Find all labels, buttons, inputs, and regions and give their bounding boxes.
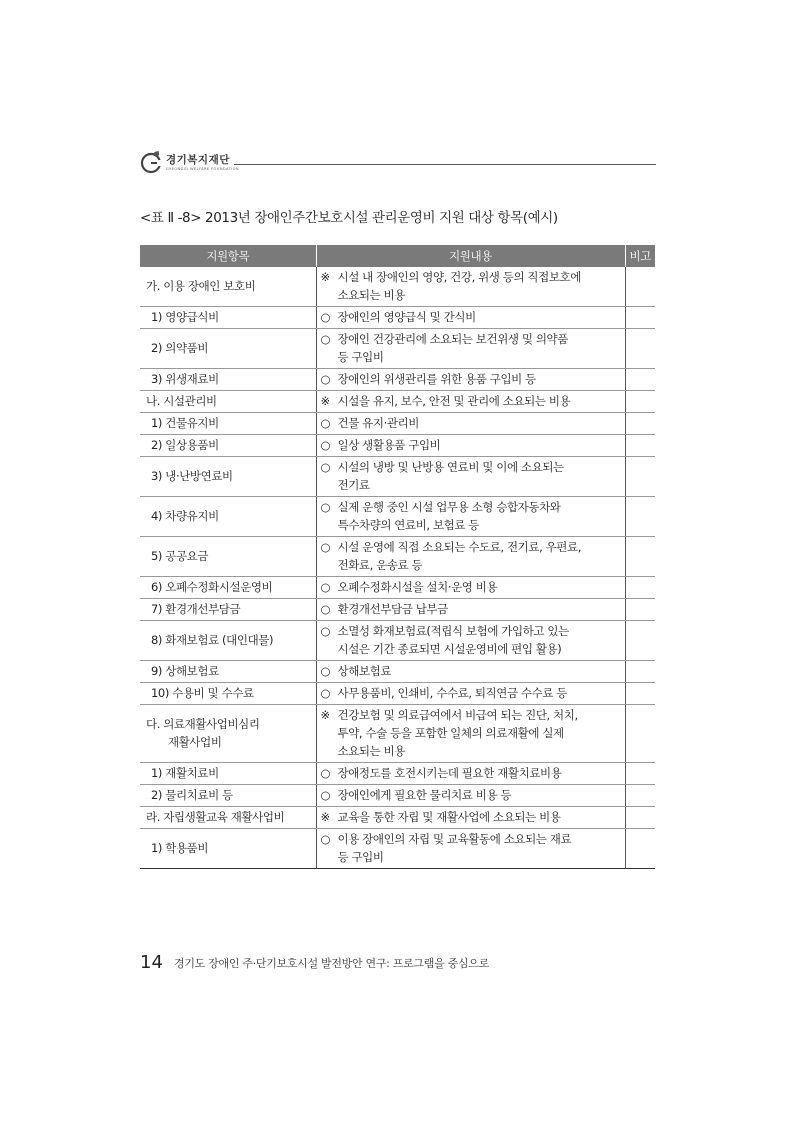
support-content-cell (316, 683, 625, 705)
support-item-label: 8) 화재보험료 (대인대물) (151, 633, 274, 647)
support-item-label-continued: 재활사업비 (168, 735, 222, 749)
remarks-cell (625, 391, 655, 413)
running-header (140, 148, 656, 178)
support-item-cell (140, 497, 316, 537)
header-rule (234, 164, 656, 165)
support-content-cell (316, 577, 625, 599)
table-row (140, 829, 655, 869)
bullet-circle-icon: ○ (320, 602, 331, 616)
table-row (140, 577, 655, 599)
bullet-circle-icon: ○ (320, 438, 331, 452)
support-item-cell (140, 537, 316, 577)
table-row (140, 763, 655, 785)
support-content-line: 교육을 통한 자립 및 재활사업에 소요되는 비용 (337, 810, 561, 824)
table-row (140, 307, 655, 329)
remarks-cell (625, 621, 655, 661)
support-item-cell (140, 763, 316, 785)
support-item-label: 1) 건물유지비 (151, 416, 219, 430)
support-content-line: 시설은 기간 종료되면 시설운영비에 편입 활용) (337, 642, 562, 656)
table-row (140, 599, 655, 621)
support-item-cell (140, 457, 316, 497)
support-items-table (140, 245, 655, 869)
remarks-cell (625, 577, 655, 599)
support-content-line: 특수차량의 연료비, 보험료 등 (337, 518, 480, 532)
reference-mark-icon: ※ (320, 270, 330, 284)
remarks-cell (625, 369, 655, 391)
support-content-line: 건강보험 및 의료급여에서 비급여 되는 진단, 처치, (337, 708, 578, 722)
support-content-line: 투약, 수술 등을 포함한 일체의 의료재활에 실제 (337, 726, 564, 740)
support-content-line: 이용 장애인의 자립 및 교육활동에 소요되는 재료 (337, 832, 572, 846)
bullet-circle-icon: ○ (320, 580, 331, 594)
support-content-line: 시설을 유지, 보수, 안전 및 관리에 소요되는 비용 (337, 394, 571, 408)
support-content-line: 사무용품비, 인쇄비, 수수료, 퇴직연금 수수료 등 (337, 686, 568, 700)
footer-title: 경기도 장애인 주·단기보호시설 발전방안 연구: 프로그램을 중심으로 (174, 956, 489, 970)
foundation-logo-icon (140, 150, 162, 174)
support-item-label: 1) 학용품비 (151, 841, 209, 855)
support-item-label: 6) 오폐수정화시설운영비 (151, 580, 273, 594)
support-item-cell (140, 621, 316, 661)
support-item-label: 10) 수용비 및 수수료 (151, 686, 254, 700)
remarks-cell (625, 763, 655, 785)
table-row (140, 661, 655, 683)
support-item-cell (140, 329, 316, 369)
logo-text: 경기복지재단 (166, 154, 230, 166)
remarks-cell (625, 267, 655, 307)
support-item-cell (140, 599, 316, 621)
support-content-line: 일상 생활용품 구입비 (337, 438, 441, 452)
support-content-cell (316, 705, 625, 763)
support-content-line: 등 구입비 (337, 350, 384, 364)
remarks-cell (625, 807, 655, 829)
support-content-cell (316, 807, 625, 829)
support-content-cell (316, 307, 625, 329)
support-content-line: 오폐수정화시설을 설치·운영 비용 (337, 580, 498, 594)
bullet-circle-icon: ○ (320, 460, 331, 474)
support-item-label: 2) 의약품비 (151, 341, 209, 355)
logo-subtext: GYEONGGI WELFARE FOUNDATION (166, 167, 239, 171)
table-row (140, 457, 655, 497)
support-content-line: 장애정도를 호전시키는데 필요한 재활치료비용 (337, 766, 562, 780)
remarks-cell (625, 829, 655, 869)
support-content-cell (316, 435, 625, 457)
support-content-line: 장애인의 영양급식 및 간식비 (337, 310, 476, 324)
support-item-cell (140, 807, 316, 829)
bullet-circle-icon: ○ (320, 416, 331, 430)
reference-mark-icon: ※ (320, 810, 330, 824)
remarks-cell (625, 329, 655, 369)
support-item-cell (140, 785, 316, 807)
support-item-cell (140, 435, 316, 457)
support-content-line: 전기료 (337, 478, 370, 492)
support-item-label: 1) 영양급식비 (151, 310, 219, 324)
support-content-line: 장애인 건강관리에 소요되는 보건위생 및 의약품 (337, 332, 568, 346)
support-content-cell (316, 329, 625, 369)
support-item-label: 4) 차량유지비 (151, 509, 219, 523)
support-item-label: 7) 환경개선부담금 (151, 602, 241, 616)
support-content-cell (316, 497, 625, 537)
page-number: 14 (140, 952, 163, 973)
support-item-label: 다. 의료재활사업비심리 (146, 717, 260, 731)
support-content-cell (316, 763, 625, 785)
support-content-line: 소요되는 비용 (337, 744, 406, 758)
support-item-cell (140, 577, 316, 599)
table-row (140, 621, 655, 661)
support-content-line: 소요되는 비용 (337, 288, 406, 302)
support-content-line: 환경개선부담금 납부금 (337, 602, 448, 616)
remarks-cell (625, 457, 655, 497)
support-item-label: 3) 냉·난방연료비 (151, 469, 233, 483)
support-content-cell (316, 661, 625, 683)
support-content-cell (316, 267, 625, 307)
remarks-cell (625, 435, 655, 457)
remarks-cell (625, 661, 655, 683)
remarks-cell (625, 537, 655, 577)
support-item-cell (140, 683, 316, 705)
remarks-cell (625, 497, 655, 537)
remarks-cell (625, 413, 655, 435)
remarks-cell (625, 683, 655, 705)
support-item-cell (140, 369, 316, 391)
support-item-label: 가. 이용 장애인 보호비 (146, 279, 256, 293)
support-content-line: 시설 내 장애인의 영양, 건강, 위생 등의 직접보호에 (337, 270, 581, 284)
table-row (140, 267, 655, 307)
support-item-label: 2) 물리치료비 등 (151, 788, 233, 802)
remarks-cell (625, 705, 655, 763)
support-content-line: 전화료, 운송료 등 (337, 558, 423, 572)
support-content-cell (316, 457, 625, 497)
bullet-circle-icon: ○ (320, 540, 331, 554)
support-content-cell (316, 369, 625, 391)
bullet-circle-icon: ○ (320, 832, 331, 846)
page-footer (140, 952, 489, 973)
bullet-circle-icon: ○ (320, 686, 331, 700)
bullet-circle-icon: ○ (320, 624, 331, 638)
table-row (140, 537, 655, 577)
support-item-label: 나. 시설관리비 (146, 394, 217, 408)
support-item-label: 1) 재활치료비 (151, 766, 219, 780)
header-remarks: 비고 (625, 245, 655, 267)
bullet-circle-icon: ○ (320, 788, 331, 802)
support-item-cell (140, 661, 316, 683)
table-row (140, 391, 655, 413)
support-item-label: 9) 상해보험료 (151, 664, 219, 678)
support-content-line: 시설 운영에 직접 소요되는 수도료, 전기료, 우편료, (337, 540, 581, 554)
header-support-item: 지원항목 (140, 245, 316, 267)
support-content-cell (316, 599, 625, 621)
bullet-circle-icon: ○ (320, 664, 331, 678)
table-row (140, 497, 655, 537)
support-content-line: 등 구입비 (337, 850, 384, 864)
support-item-label: 라. 자립생활교육 재활사업비 (146, 810, 285, 824)
support-content-cell (316, 785, 625, 807)
support-content-cell (316, 537, 625, 577)
support-item-cell (140, 413, 316, 435)
table-row (140, 705, 655, 763)
table-row (140, 435, 655, 457)
reference-mark-icon: ※ (320, 708, 330, 722)
support-item-cell (140, 307, 316, 329)
support-content-line: 소멸성 화재보험료(적립식 보험에 가입하고 있는 (337, 624, 569, 638)
table-row (140, 369, 655, 391)
reference-mark-icon: ※ (320, 394, 330, 408)
remarks-cell (625, 785, 655, 807)
bullet-circle-icon: ○ (320, 766, 331, 780)
support-item-cell (140, 391, 316, 413)
bullet-circle-icon: ○ (320, 500, 331, 514)
support-content-line: 상해보험료 (337, 664, 392, 678)
support-item-cell (140, 267, 316, 307)
support-content-line: 건물 유지·관리비 (337, 416, 419, 430)
table-row (140, 785, 655, 807)
remarks-cell (625, 307, 655, 329)
bullet-circle-icon: ○ (320, 332, 331, 346)
table-row (140, 329, 655, 369)
support-content-line: 시설의 냉방 및 난방용 연료비 및 이에 소요되는 (337, 460, 564, 474)
support-item-label: 3) 위생재료비 (151, 372, 219, 386)
support-content-line: 실제 운행 중인 시설 업무용 소형 승합자동차와 (337, 500, 561, 514)
support-item-cell (140, 705, 316, 763)
table-row (140, 683, 655, 705)
table-caption: <표 Ⅱ -8> 2013년 장애인주간보호시설 관리운영비 지원 대상 항목(예시) (140, 210, 558, 226)
support-content-cell (316, 621, 625, 661)
header-support-content: 지원내용 (316, 245, 625, 267)
support-item-label: 5) 공공요금 (151, 549, 209, 563)
support-content-cell (316, 829, 625, 869)
support-item-label: 2) 일상용품비 (151, 438, 219, 452)
support-item-cell (140, 829, 316, 869)
bullet-circle-icon: ○ (320, 372, 331, 386)
support-content-cell (316, 391, 625, 413)
support-content-line: 장애인의 위생관리를 위한 용품 구입비 등 (337, 372, 536, 386)
table-header-row (140, 245, 655, 267)
support-content-line: 장애인에게 필요한 물리치료 비용 등 (337, 788, 512, 802)
remarks-cell (625, 599, 655, 621)
table-row (140, 413, 655, 435)
bullet-circle-icon: ○ (320, 310, 331, 324)
support-content-cell (316, 413, 625, 435)
table-row (140, 807, 655, 829)
